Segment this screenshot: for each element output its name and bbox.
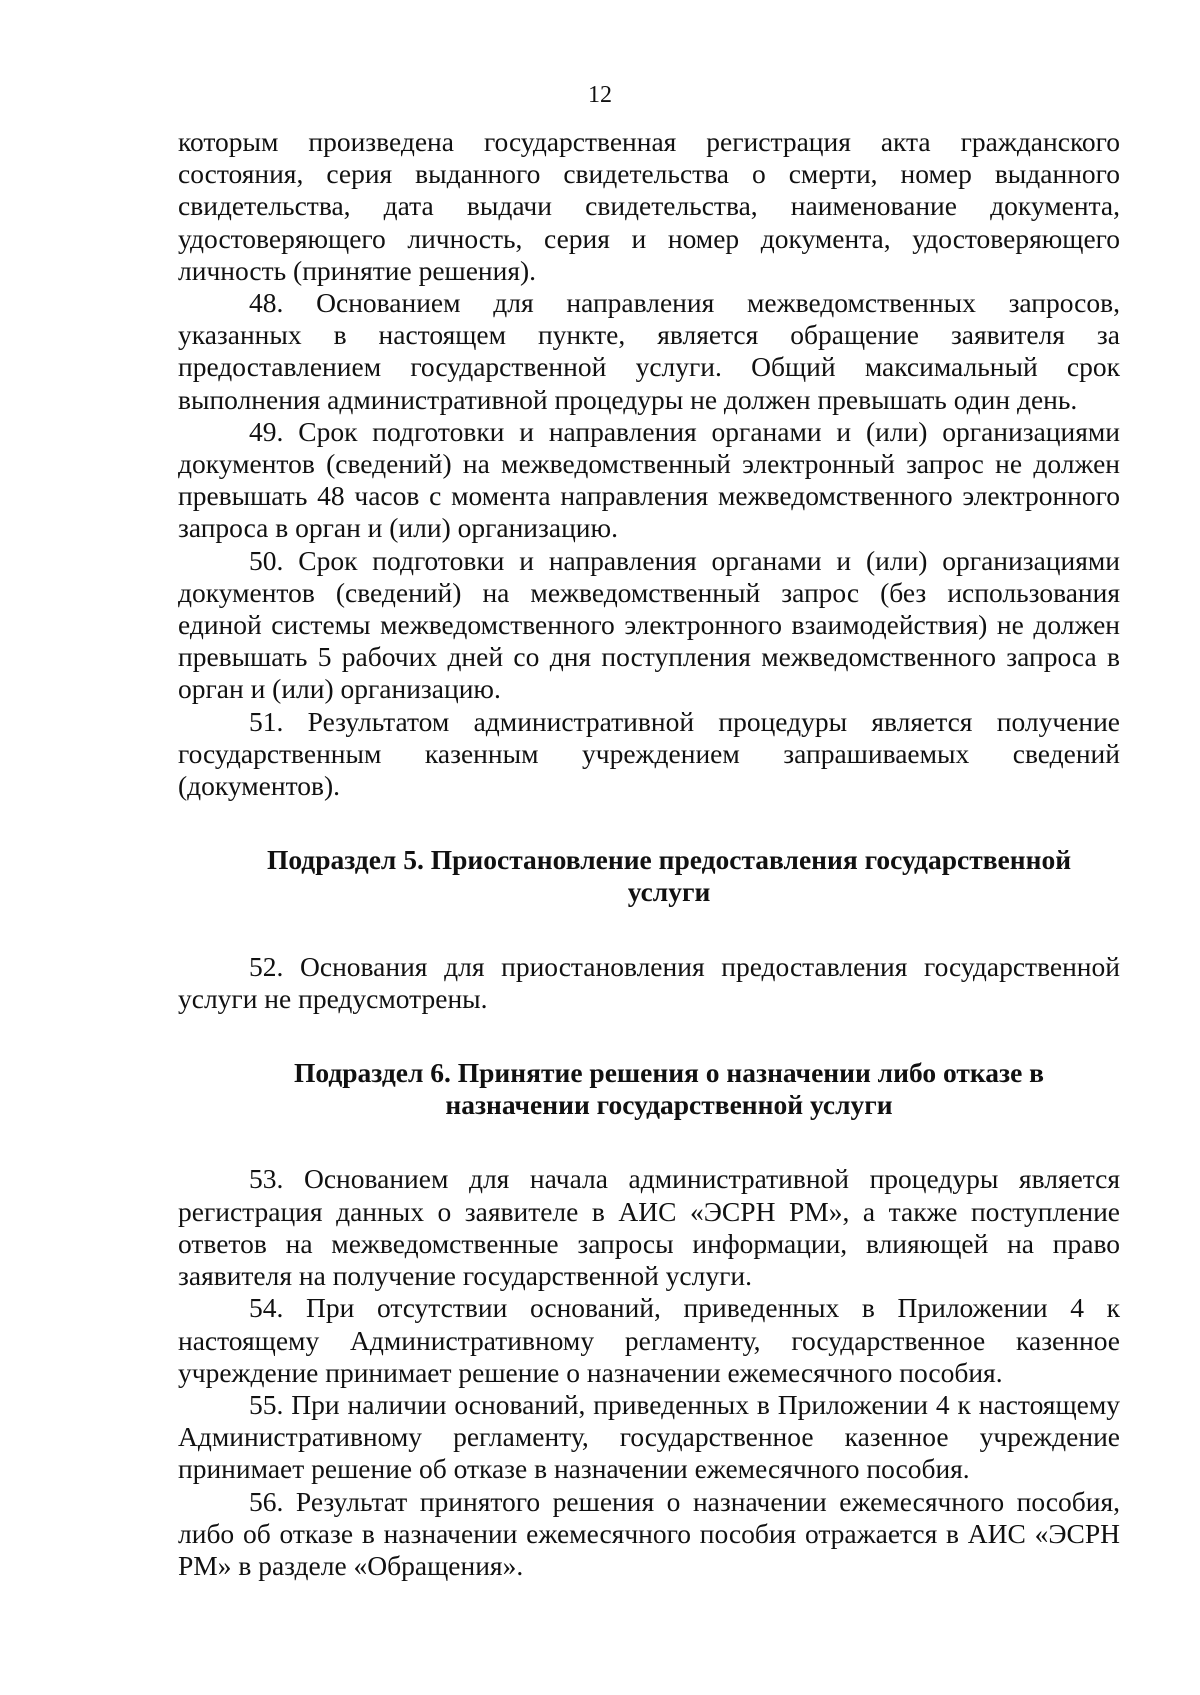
paragraph-50: 50. Срок подготовки и направления органами и (или) организациями документов (сведений) на межведомственный запрос (без использования единой системы межведомственного электронного взаимодействия) не должен превышать 5 рабочих дней со дня поступления межведомственного запроса в орган и (или) организацию. [178,544,1120,705]
subsection-5-heading-line2: услуги [627,876,711,908]
paragraph-continuation: которым произведена государственная регистрация акта гражданского состояния, серия выданного свидетельства о смерти, номер выданного свидетельства, дата выдачи свидетельства, наименование документа, удостоверяющего личность, серия и номер документа, удостоверяющего личность (принятие решения). [178,126,1120,286]
paragraph-51: 51. Результатом административной процедуры является получение государственным казенным учреждением запрашиваемых сведений (документов). [178,705,1120,802]
paragraph-56: 56. Результат принятого решения о назначении ежемесячного пособия, либо об отказе в назначении ежемесячного пособия отражается в АИС «ЭСРН РМ» в разделе «Обращения». [178,1485,1120,1581]
paragraph-53: 53. Основанием для начала административной процедуры является регистрация данных о заявителе в АИС «ЭСРН РМ», а также поступление ответов на межведомственные запросы информации, влияющей на право заявителя на получение государственной услуги. [178,1163,1120,1292]
document-body [178,126,1120,1582]
subsection-5-heading-line1: Подраздел 5. Приостановление предоставления государственной [266,844,1072,876]
paragraph-48: 48. Основанием для направления межведомственных запросов, указанных в настоящем пункте, является обращение заявителя за предоставлением государственной услуги. Общий максимальный срок выполнения административной процедуры не должен превышать один день. [178,287,1120,415]
subsection-5-heading [178,844,1120,908]
paragraph-52: 52. Основания для приостановления предоставления государственной услуги не предусмотрены. [178,950,1120,1014]
page-number: 12 [588,82,612,108]
paragraph-54: 54. При отсутствии оснований, приведенных в Приложении 4 к настоящему Административному регламенту, государственное казенное учреждение принимает решение о назначении ежемесячного пособия. [178,1292,1120,1388]
subsection-6-heading-line1: Подраздел 6. Принятие решения о назначении либо отказе в [293,1057,1045,1089]
paragraph-55: 55. При наличии оснований, приведенных в Приложении 4 к настоящему Административному регламенту, государственное казенное учреждение принимает решение об отказе в назначении ежемесячного пособия. [178,1388,1120,1485]
subsection-6-heading [178,1057,1120,1121]
paragraph-49: 49. Срок подготовки и направления органами и (или) организациями документов (сведений) на межведомственный электронный запрос не должен превышать 48 часов с момента направления межведомственного электронного запроса в орган и (или) организацию. [178,415,1120,544]
subsection-6-heading-line2: назначении государственной услуги [445,1089,893,1121]
